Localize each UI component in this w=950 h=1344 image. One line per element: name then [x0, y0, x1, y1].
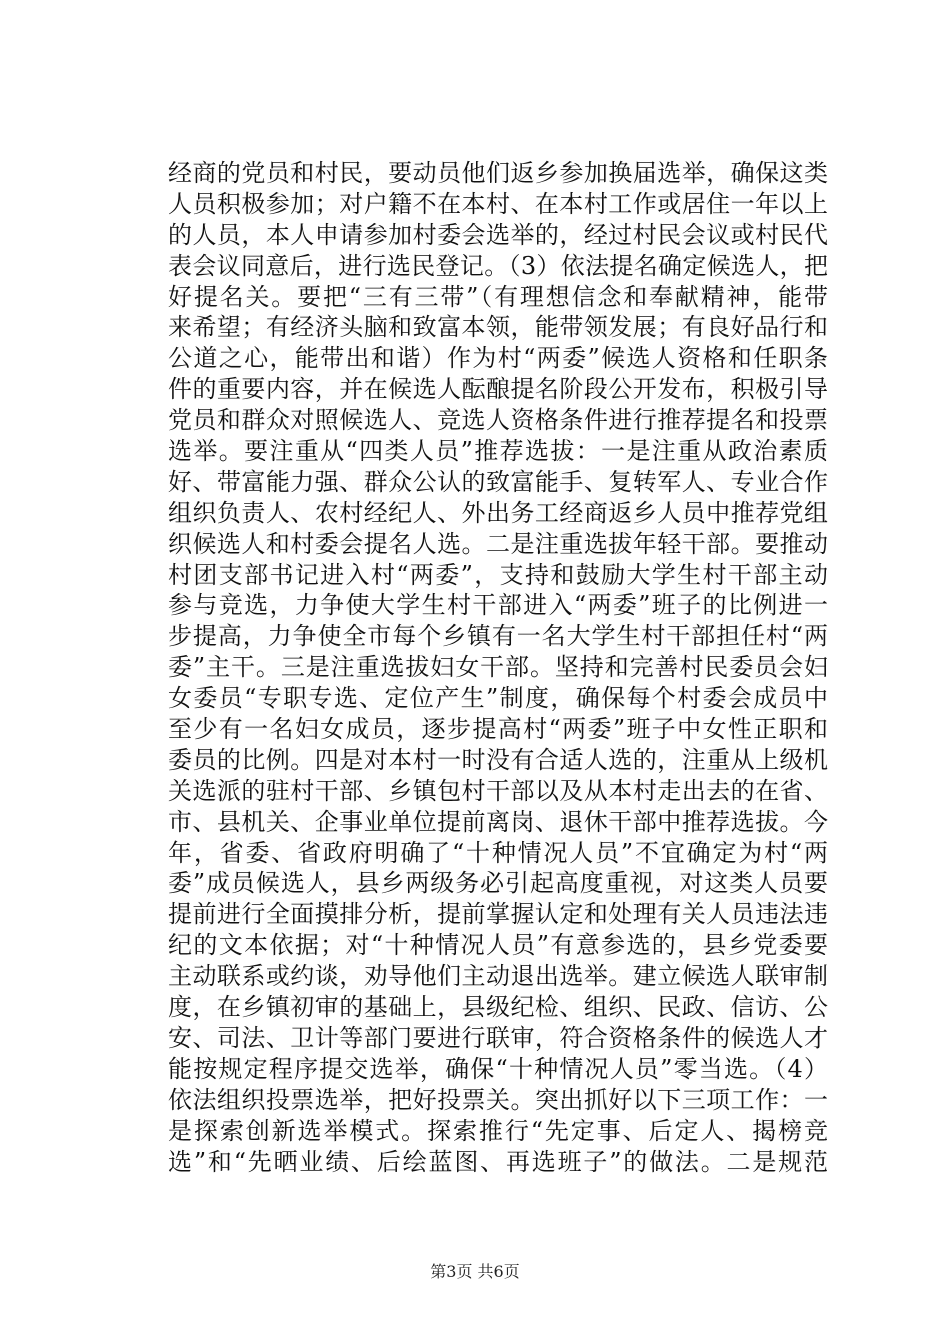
text-line: 是探索创新选举模式。探索推行“先定事、后定人、揭榜竞	[168, 1116, 828, 1145]
text-line: 的人员，本人申请参加村委会选举的，经过村民会议或村民代	[168, 220, 828, 249]
text-line: 公道之心，能带出和谐）作为村“两委”候选人资格和任职条	[168, 344, 828, 373]
text-line: 选”和“先晒业绩、后绘蓝图、再选班子”的做法。二是规范	[168, 1147, 828, 1176]
text-line: 能按规定程序提交选举，确保“十种情况人员”零当选。（4）	[168, 1054, 828, 1083]
text-line: 依法组织投票选举，把好投票关。突出抓好以下三项工作：一	[168, 1085, 828, 1114]
text-line: 好、带富能力强、群众公认的致富能手、复转军人、专业合作	[168, 467, 828, 496]
text-line: 年，省委、省政府明确了“十种情况人员”不宜确定为村“两	[168, 838, 828, 867]
text-line: 安、司法、卫计等部门要进行联审，符合资格条件的候选人才	[168, 1023, 828, 1052]
text-line: 至少有一名妇女成员，逐步提高村“两委”班子中女性正职和	[168, 715, 828, 744]
text-line: 关选派的驻村干部、乡镇包村干部以及从本村走出去的在省、	[168, 776, 828, 805]
text-line: 织候选人和村委会提名人选。二是注重选拔年轻干部。要推动	[168, 529, 828, 558]
text-line: 市、县机关、企事业单位提前离岗、退休干部中推荐选拔。今	[168, 807, 828, 836]
page-number-footer: 第3页 共6页	[430, 1262, 520, 1281]
text-line: 委员的比例。四是对本村一时没有合适人选的，注重从上级机	[168, 745, 828, 774]
text-line: 件的重要内容，并在候选人酝酿提名阶段公开发布，积极引导	[168, 375, 828, 404]
text-line: 提前进行全面摸排分析，提前掌握认定和处理有关人员违法违	[168, 900, 828, 929]
text-line: 党员和群众对照候选人、竞选人资格条件进行推荐提名和投票	[168, 406, 828, 435]
text-line: 步提高，力争使全市每个乡镇有一名大学生村干部担任村“两	[168, 622, 828, 651]
text-line: 女委员“专职专选、定位产生”制度，确保每个村委会成员中	[168, 684, 828, 713]
text-line: 组织负责人、农村经纪人、外出务工经商返乡人员中推荐党组	[168, 498, 828, 527]
text-line: 选举。要注重从“四类人员”推荐选拔：一是注重从政治素质	[168, 437, 828, 466]
text-line: 人员积极参加；对户籍不在本村、在本村工作或居住一年以上	[168, 189, 828, 218]
text-line: 参与竞选，力争使大学生村干部进入“两委”班子的比例进一	[168, 591, 828, 620]
text-line: 委”主干。三是注重选拔妇女干部。坚持和完善村民委员会妇	[168, 653, 828, 682]
text-line: 来希望；有经济头脑和致富本领，能带领发展；有良好品行和	[168, 313, 828, 342]
text-line: 纪的文本依据；对“十种情况人员”有意参选的，县乡党委要	[168, 931, 828, 960]
text-line: 好提名关。要把“三有三带”（有理想信念和奉献精神，能带	[168, 282, 828, 311]
text-line: 主动联系或约谈，劝导他们主动退出选举。建立候选人联审制	[168, 962, 828, 991]
text-line: 表会议同意后，进行选民登记。（3）依法提名确定候选人，把	[168, 251, 828, 280]
text-line: 委”成员候选人，县乡两级务必引起高度重视，对这类人员要	[168, 869, 828, 898]
text-line: 经商的党员和村民，要动员他们返乡参加换届选举，确保这类	[168, 159, 828, 187]
body-paragraph	[168, 158, 828, 1177]
text-line: 村团支部书记进入村“两委”，支持和鼓励大学生村干部主动	[168, 560, 828, 589]
text-line: 度，在乡镇初审的基础上，县级纪检、组织、民政、信访、公	[168, 993, 828, 1022]
